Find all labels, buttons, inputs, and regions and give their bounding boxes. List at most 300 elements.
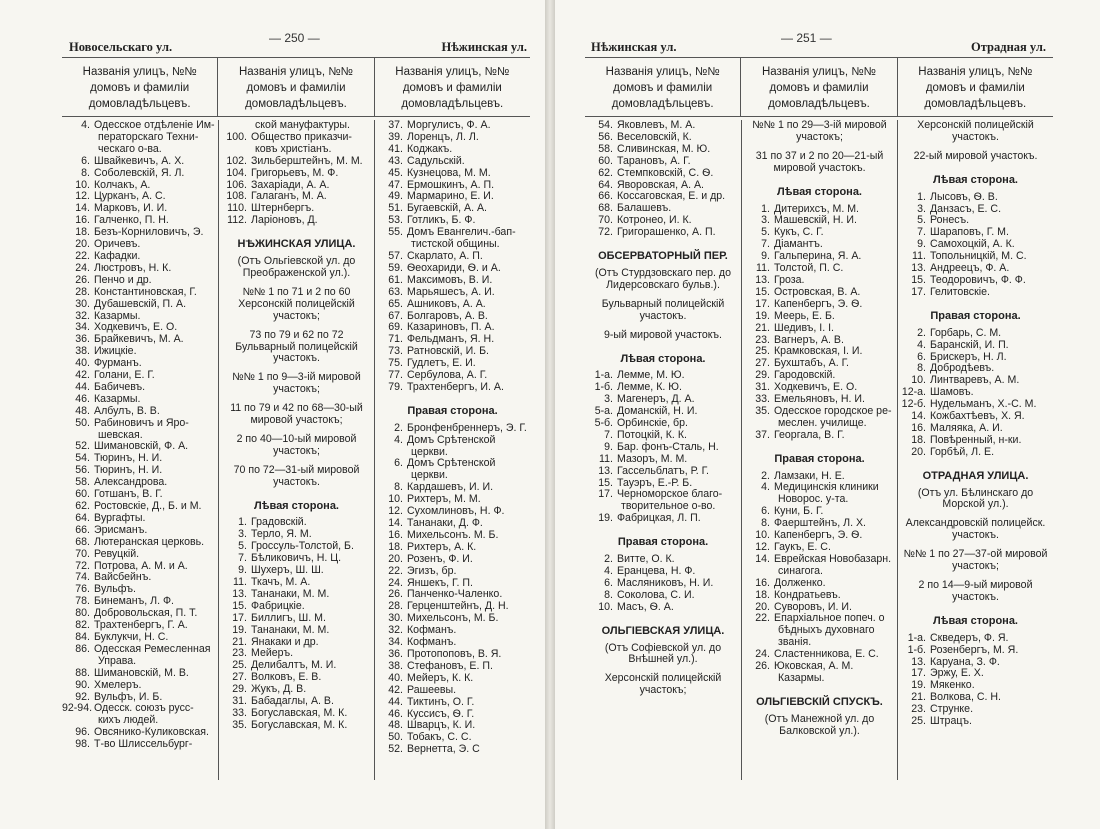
entry-continuation: ческаго о-ва. (98, 142, 162, 155)
house-entry (375, 744, 530, 756)
house-entry (375, 566, 530, 578)
house-number: 46. (75, 392, 90, 405)
section-note: 22-ый мировой участокъ. (913, 149, 1038, 162)
house-entry (62, 168, 218, 180)
owner-name: Мякенко. (930, 680, 975, 692)
owner-name: Сластенникова, Е. С. (774, 649, 879, 661)
house-number: 69. (388, 321, 403, 334)
owner-name: Григорьевъ, М. Ф. (251, 167, 339, 179)
house-number: 9. (917, 238, 926, 251)
owner-name: Ларіоновъ, Д. (251, 215, 318, 227)
house-number: 7. (761, 238, 770, 251)
house-entry (585, 466, 741, 478)
house-number: 104. (226, 166, 247, 179)
owner-name: Масъ, Ѳ. А. (617, 601, 674, 613)
owner-name: Фельдманъ, Я. Н. (407, 334, 495, 346)
column-header-row (585, 57, 1053, 117)
house-number: 28. (75, 285, 90, 298)
house-number: 37. (755, 428, 770, 441)
owner-name: Кофманъ. (407, 625, 457, 637)
section-heading: Лѣвая сторона. (933, 614, 1018, 627)
house-number: 61. (388, 273, 403, 286)
house-number: 82. (75, 619, 90, 632)
owner-name: Бронфенбреннеръ, Э. Г. (407, 422, 527, 434)
owner-name: Скведеръ, Ф. Я. (930, 632, 1009, 644)
owner-name: Казариновъ, П. А. (407, 322, 495, 334)
house-number: 60. (75, 488, 90, 501)
owner-name: Ревуцкій. (94, 548, 140, 560)
house-number: 79. (388, 380, 403, 393)
house-entry (62, 537, 218, 549)
house-entry (219, 720, 374, 732)
house-number: 16. (75, 214, 90, 227)
owner-name: Одесск. союзъ русс- (94, 703, 194, 715)
section-note: №№ 1 по 27—37-ой мировой участокъ; (903, 548, 1048, 573)
house-number: 38. (388, 659, 403, 672)
house-number: 13. (598, 464, 613, 477)
owner-name: Масляниковъ, Н. И. (617, 577, 714, 589)
owner-name: Витте, О. К. (617, 554, 675, 566)
owner-name: Епархіальное попеч. о (774, 613, 885, 625)
entry-continuation: ковъ христіанъ. (255, 142, 332, 155)
owner-name: Терло, Я. М. (251, 529, 312, 541)
owner-name: Ѳеохариди, Ѳ. и А. (407, 262, 501, 274)
house-number: 108. (226, 190, 247, 203)
owner-name: Вургафты. (94, 512, 146, 524)
owner-name: Тиктинъ, О. Г. (407, 696, 475, 708)
house-number: 1. (917, 190, 926, 203)
house-entry (62, 156, 218, 168)
owner-name: Фабрицкіе. (251, 600, 305, 612)
house-number: 22. (388, 564, 403, 577)
owner-name: Люстровъ, Н. К. (94, 262, 172, 274)
house-number: 18. (755, 588, 770, 601)
house-number: 46. (388, 707, 403, 720)
house-number: 63. (388, 285, 403, 298)
house-number: 3. (761, 214, 770, 227)
entry-continuation: синагога. (778, 564, 823, 577)
house-number: 84. (75, 630, 90, 643)
owner-name: Волковъ, Е. В. (251, 672, 322, 684)
owner-name: Гаукъ, Е. С. (774, 542, 831, 553)
owner-name: Герценштейнъ, Д. Н. (407, 601, 509, 613)
house-number: 38. (75, 345, 90, 358)
house-number: 36. (75, 333, 90, 346)
house-entry (898, 328, 1053, 340)
owner-name: Гроссуль-Толстой, Б. (251, 541, 354, 553)
owner-name: Стефановъ, Е. П. (407, 660, 493, 672)
house-entry (375, 423, 530, 435)
owner-name: Ходкевичъ, Е. О. (94, 322, 178, 334)
house-number: 33. (755, 393, 770, 406)
owner-name: Тобакъ, С. С. (407, 732, 472, 744)
owner-name: Капенбергъ, Э. Ѳ. (774, 530, 863, 542)
spacer (898, 163, 1053, 170)
section-heading: Правая сторона. (407, 404, 498, 417)
owner-name: Константиновская, Г. (94, 286, 197, 298)
owner-name: Магенеръ, Д. А. (617, 394, 695, 406)
owner-name: Вернетта, Э. С (407, 744, 480, 756)
directory-columns (585, 120, 1053, 780)
house-entry (62, 263, 218, 275)
house-entry (742, 578, 897, 590)
directory-column (62, 120, 218, 780)
house-entry (742, 287, 897, 299)
owner-name: Штернбергъ. (251, 203, 315, 215)
book-gutter (545, 0, 555, 829)
house-number: 13. (911, 655, 926, 668)
owner-name: Садульскій. (407, 155, 465, 167)
owner-name: Дитерихсъ, М. М. (774, 203, 859, 215)
house-number: 47. (388, 178, 403, 191)
owner-name: Одесская Ремесленная (94, 643, 211, 655)
house-entry (219, 215, 374, 227)
house-entry (375, 263, 530, 275)
owner-name: Ронесъ. (930, 215, 970, 227)
house-number: 12. (755, 541, 770, 553)
house-entry (62, 739, 218, 751)
house-number: 1-а. (907, 631, 926, 644)
house-number: 5. (761, 226, 770, 239)
owner-name: Гудлетъ, Е. И. (407, 358, 476, 370)
house-number: 6. (761, 505, 770, 518)
section-note: №№ 1 по 71 и 2 по 60 Херсонскій полицейскій участокъ; (238, 285, 355, 322)
house-number: 17. (755, 297, 770, 310)
owner-name: Яковлевъ, М. А. (617, 120, 696, 131)
house-number: 78. (75, 595, 90, 608)
column-header: Названія улицъ, №№ домовъ и фамиліи домовладѣльцевъ. (217, 58, 373, 116)
spacer (585, 239, 741, 246)
owner-name: Протопоповъ, В. Я. (407, 648, 502, 660)
house-entry (62, 299, 218, 311)
owner-name: Орбинскіе, бр. (617, 418, 688, 430)
owner-name: Котронео, И. К. (617, 215, 692, 227)
house-entry (62, 525, 218, 537)
house-number: 58. (75, 476, 90, 489)
house-number: 10. (755, 529, 770, 542)
owner-name: Эгизъ, бр. (407, 565, 457, 577)
house-number: 8. (604, 588, 613, 601)
section-note: (Отъ Манежной ул. до Балковской ул.). (764, 712, 875, 737)
owner-name: Панченко-Чаленко. (407, 589, 503, 601)
owner-name: Рабиновичъ и Яро- (94, 417, 189, 429)
house-number: 25. (911, 715, 926, 728)
owner-name: Емельяновъ, Н. И. (774, 394, 865, 406)
house-number: 9. (238, 564, 247, 577)
owner-name: Меерь, Е. Б. (774, 310, 835, 322)
house-number: 10. (388, 493, 403, 506)
entry-continuation: кихъ людей. (98, 714, 159, 727)
house-entry (375, 275, 530, 287)
spacer (375, 394, 530, 401)
owner-name: Толстой, П. С. (774, 263, 844, 275)
owner-name: Яворовская, А. А. (617, 179, 704, 191)
owner-name: Хмелеръ. (94, 679, 142, 691)
house-number: 9. (761, 250, 770, 263)
owner-name: Добровольская, П. Т. (94, 608, 198, 620)
owner-name: Соколова, С. И. (617, 589, 695, 601)
owner-name: Безъ-Корниловичъ, Э. (94, 227, 204, 239)
house-number: 39. (388, 130, 403, 143)
house-number: 3. (604, 393, 613, 406)
house-number: 34. (75, 321, 90, 334)
house-number: 64. (598, 178, 613, 191)
house-number: 34. (388, 636, 403, 649)
house-entry (62, 680, 218, 692)
section-heading: ОТРАДНАЯ УЛИЦА. (922, 469, 1029, 482)
house-number: 16. (755, 576, 770, 589)
entry-continuation: тистской общины. (411, 238, 500, 251)
house-entry (898, 192, 1053, 204)
house-number: 23. (232, 647, 247, 660)
house-entry (898, 645, 1053, 657)
house-number: 5. (917, 214, 926, 227)
house-number: 6. (604, 576, 613, 589)
house-number: 25. (232, 659, 247, 672)
house-entry (585, 442, 741, 454)
entry-continuation: шевская. (98, 428, 143, 441)
house-entry (375, 435, 530, 447)
owner-name: Цурканъ, А. С. (94, 191, 166, 203)
house-number: 44. (388, 695, 403, 708)
section-note: 2 по 40—10-ый мировой участокъ; (236, 432, 357, 457)
owner-name: Нудельманъ, Х.-С. М. (930, 399, 1037, 411)
entry-continuation: Казармы. (778, 671, 825, 684)
house-number: 65. (388, 297, 403, 310)
owner-name: Юковская, А. М. (774, 661, 854, 673)
owner-name: Теодоровичъ, Ф. Ф. (930, 274, 1026, 286)
running-head-right: Отрадная ул. (971, 40, 1046, 54)
owner-name: Тюринъ, Н. И. (94, 465, 163, 477)
column-header: Названія улицъ, №№ домовъ и фамиліи домовладѣльцевъ. (374, 58, 530, 116)
owner-name: Маляяка, А. И. (930, 422, 1003, 434)
spacer (742, 685, 897, 692)
owner-name: Голани, Е. Г. (94, 370, 155, 382)
house-number: 10. (911, 374, 926, 387)
house-number: 8. (394, 481, 403, 494)
house-entry (375, 144, 530, 156)
owner-name: Бабичевъ. (94, 381, 146, 393)
house-entry (219, 625, 374, 637)
owner-name: Трахтенбергъ, И. А. (407, 381, 504, 393)
house-number: 5. (238, 540, 247, 553)
house-number: 15. (598, 476, 613, 489)
house-number: 51. (388, 202, 403, 215)
owner-name: Розенъ, Ф. И. (407, 553, 473, 565)
house-number: 3. (238, 528, 247, 541)
house-entry (898, 287, 1053, 299)
house-number: 4. (917, 338, 926, 351)
house-entry (742, 430, 897, 442)
house-number: 15. (232, 599, 247, 612)
owner-name: Стемпковскій, С. Ѳ. (617, 167, 714, 179)
owner-name: Марьяшесъ, А. И. (407, 286, 495, 298)
entry-continuation: творительное о-во. (621, 500, 716, 513)
owner-name: Эржу, Е. Х. (930, 668, 984, 680)
owner-name: Бабадаглы, А. В. (251, 696, 334, 708)
owner-name: Александрова. (94, 477, 168, 489)
house-number: 8. (81, 166, 90, 179)
owner-name: Шварцъ, К. И. (407, 720, 476, 732)
house-number: 26. (755, 660, 770, 673)
owner-name: Домъ Срѣтенской (407, 458, 496, 470)
running-head-right: Нѣжинская ул. (441, 40, 527, 54)
section-heading: Лѣвая сторона. (620, 352, 706, 365)
house-entry (585, 454, 741, 466)
owner-name: Еврейская Новобазарн. (774, 553, 892, 565)
owner-name: Коджакъ. (407, 143, 453, 155)
house-entry (375, 458, 530, 470)
owner-name: Бухштабъ, А. Г. (774, 358, 849, 370)
house-number: 24. (75, 261, 90, 274)
house-number: 52. (75, 440, 90, 453)
owner-name: Бинеманъ, Л. Ф. (94, 596, 174, 608)
house-number: 2. (394, 421, 403, 434)
house-entry (585, 602, 741, 614)
entry-continuation: званія. (778, 636, 812, 649)
section-note: №№ 1 по 9—3-ій мировой участокъ; (232, 371, 361, 396)
owner-name: Рихтеръ, А. К. (407, 541, 477, 553)
house-number: 90. (75, 678, 90, 691)
house-number: 27. (232, 671, 247, 684)
page-250 (0, 0, 545, 829)
house-number: 77. (388, 369, 403, 382)
section-heading: Правая сторона. (774, 452, 865, 465)
owner-name: Болгаровъ, А. В. (407, 310, 488, 322)
owner-name: Лемме, М. Ю. (617, 370, 685, 382)
owner-name: Шараповъ, Г. М. (930, 227, 1009, 239)
house-number: 68. (75, 535, 90, 548)
owner-name: Мармарино, Е. И. (407, 191, 494, 203)
house-number: 23. (755, 333, 770, 346)
house-number: 58. (598, 142, 613, 155)
house-number: 1. (238, 516, 247, 529)
owner-name: Казармы. (94, 393, 141, 405)
owner-name: Домъ Срѣтенской (407, 434, 496, 446)
house-number: 21. (232, 635, 247, 648)
column-header: Названія улицъ, №№ домовъ и фамиліи домовладѣльцевъ. (897, 58, 1053, 116)
directory-column (741, 120, 897, 780)
owner-name: Куссисъ, Ѳ. Г. (407, 708, 475, 720)
house-entry (585, 168, 741, 180)
house-number: 19. (232, 623, 247, 636)
house-number: 11. (756, 262, 770, 275)
house-number: 6. (394, 457, 403, 470)
spacer (898, 299, 1053, 306)
owner-name: Вульфъ. (94, 584, 136, 596)
house-number: 19. (755, 309, 770, 322)
owner-name: Линтваревъ, А. М. (930, 375, 1020, 387)
owner-name: Трахтенбергъ, Г. А. (94, 620, 188, 632)
house-number: 10. (75, 178, 90, 191)
owner-name: Оричевъ. (94, 239, 141, 251)
house-entry (742, 323, 897, 335)
house-number: 1-б. (907, 643, 926, 656)
house-number: 48. (388, 719, 403, 732)
house-entry (898, 716, 1053, 728)
house-number: 31. (755, 381, 770, 394)
house-number: 33. (232, 706, 247, 719)
house-number: 42. (388, 683, 403, 696)
owner-name: Рихтеръ, М. М. (407, 494, 481, 506)
house-entry (742, 299, 897, 311)
house-number: 70. (75, 547, 90, 560)
entry-continuation: ператорскаго Техни- (98, 130, 199, 143)
owner-name: Бѣликовичъ, Н. Ц. (251, 553, 342, 565)
house-number: 53. (388, 214, 403, 227)
house-entry (375, 299, 530, 311)
house-entry (62, 394, 218, 406)
section-heading: Лѣвая сторона. (933, 173, 1018, 186)
house-number: 1-а. (594, 369, 613, 382)
house-number: 14. (75, 202, 90, 215)
column-header-row (62, 57, 530, 117)
house-number: 14. (388, 517, 403, 529)
house-entry (742, 311, 897, 323)
house-entry (375, 156, 530, 168)
house-number: 7. (604, 428, 613, 441)
directory-columns (62, 120, 530, 780)
house-number: 30. (75, 297, 90, 310)
entry-continuation: ской мануфактуры. (255, 120, 350, 131)
house-number: 3. (917, 202, 926, 215)
house-number: 72. (598, 226, 613, 239)
owner-name: Кардашевъ, И. И. (407, 482, 494, 494)
house-number: 35. (232, 718, 247, 731)
house-number: 92. (75, 690, 90, 703)
owner-name: Ашниковъ, А. А. (407, 298, 486, 310)
owner-name: Самохоцкій, А. К. (930, 239, 1015, 251)
owner-name: Вайсбейнъ. (94, 572, 152, 584)
owner-name: Мазоръ, М. М. (617, 453, 688, 465)
owner-name: Машевскій, Н. И. (774, 215, 857, 227)
owner-name: Брайкевичъ, М. А. (94, 334, 184, 346)
house-number: 18. (388, 540, 403, 553)
house-number: 40. (75, 357, 90, 370)
house-number: 43. (388, 154, 403, 167)
house-entry (898, 340, 1053, 352)
house-number: 29. (232, 683, 247, 696)
house-number: 32. (388, 624, 403, 637)
house-number: 49. (388, 190, 403, 203)
house-entry (375, 554, 530, 566)
house-number: 102. (226, 154, 247, 167)
house-number: 4. (394, 433, 403, 446)
spacer (585, 342, 741, 349)
house-number: 44. (75, 380, 90, 393)
owner-name: Максимовъ, В. И. (407, 274, 493, 286)
owner-name: Пенчо и др. (94, 274, 152, 286)
house-entry (585, 156, 741, 168)
owner-name: Градовскій. (251, 517, 307, 529)
house-number: 7. (917, 226, 926, 239)
spacer (742, 175, 897, 182)
house-entry (62, 287, 218, 299)
house-entry (375, 168, 530, 180)
house-number: 16. (911, 421, 926, 434)
house-entry (62, 644, 218, 656)
house-number: 32. (75, 309, 90, 322)
owner-name: Кожбахтѣевъ, Х. Я. (930, 411, 1025, 423)
owner-name: Мейеръ. (251, 648, 294, 660)
owner-name: Захаріади, А. А. (251, 179, 330, 191)
section-heading: Правая сторона. (617, 536, 709, 549)
owner-name: Общество приказчи- (251, 131, 352, 143)
house-number: 14. (755, 552, 770, 565)
house-number: 4. (81, 120, 90, 131)
owner-name: Кузнецова, М. М. (407, 167, 491, 179)
owner-name: Вульфъ, И. Б. (94, 691, 163, 703)
